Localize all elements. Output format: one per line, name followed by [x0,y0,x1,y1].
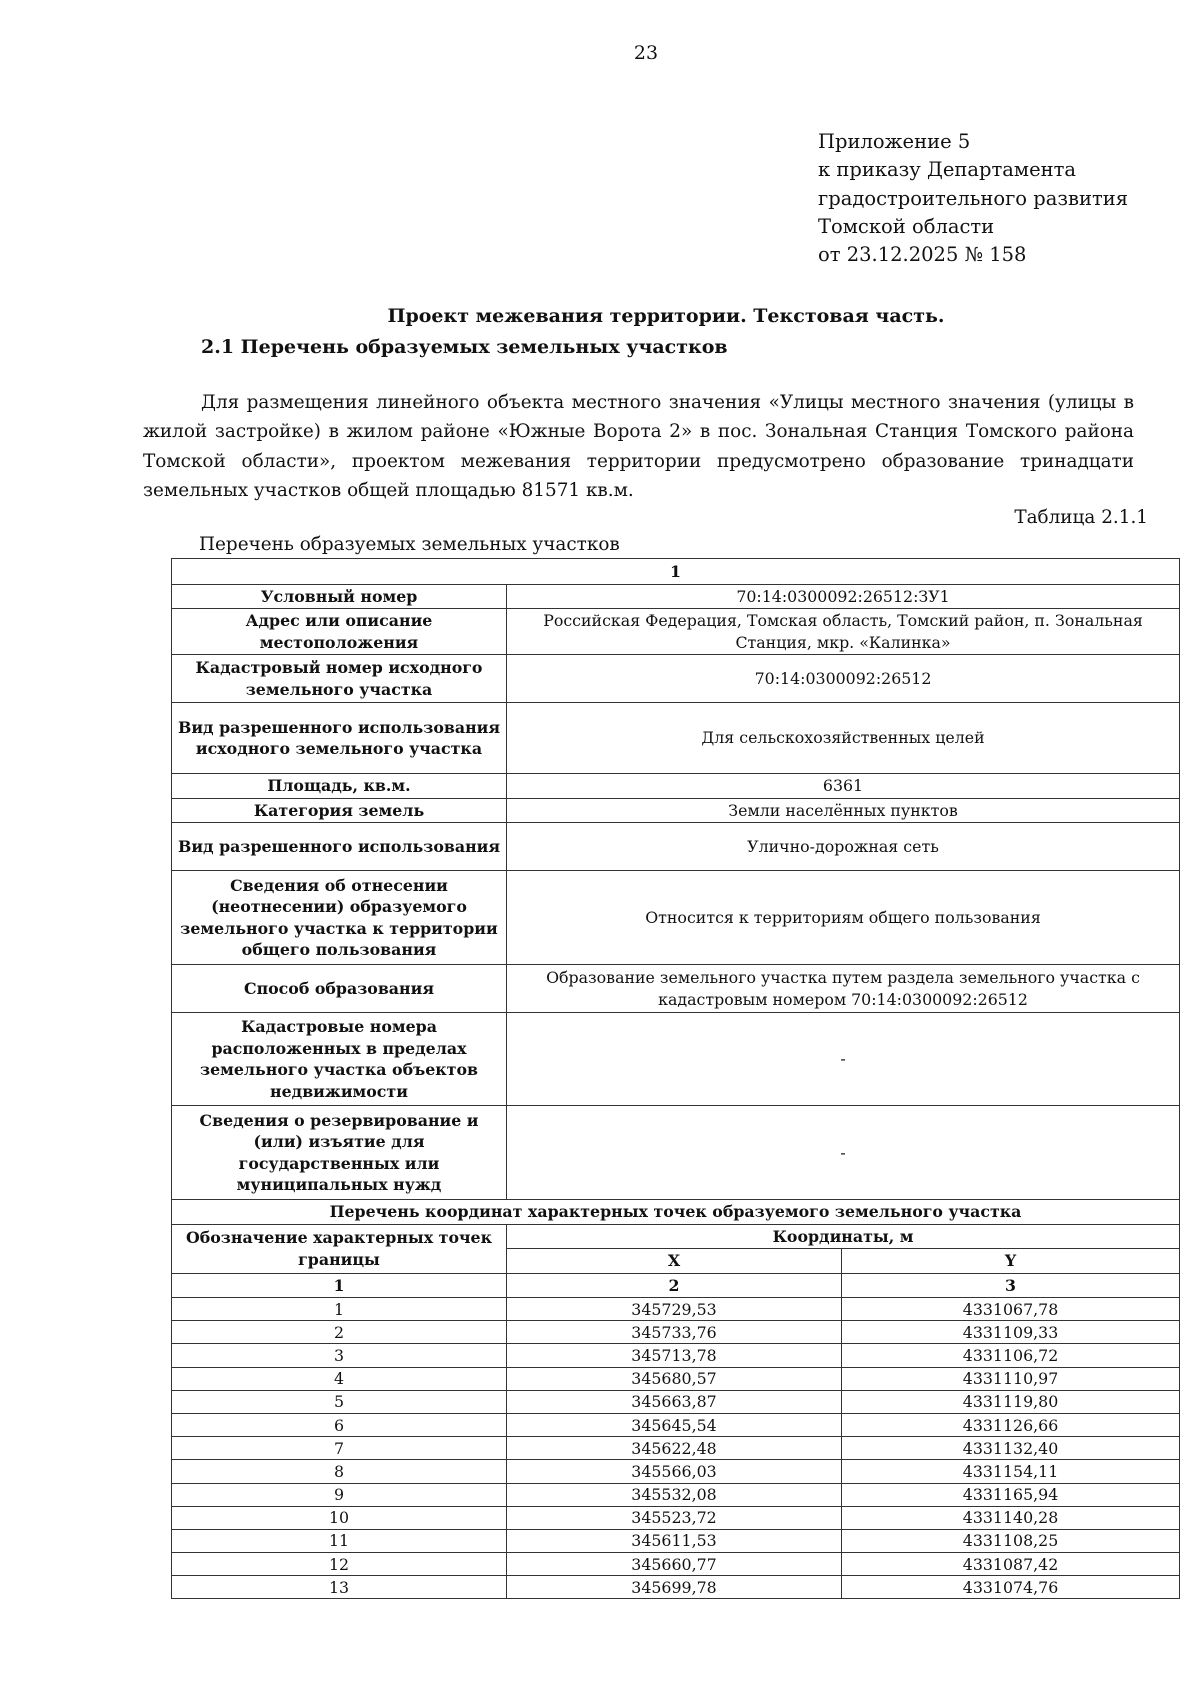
row-label: Вид разрешенного использования исходного земельного участка [172,703,507,774]
point-y: 4331165,94 [842,1483,1180,1506]
point-y: 4331119,80 [842,1390,1180,1413]
coords-header-row [172,1225,1180,1249]
point-id: 12 [172,1553,507,1576]
point-x: 345566,03 [507,1460,842,1483]
row-value: Улично-дорожная сеть [507,823,1180,871]
point-y: 4331140,28 [842,1506,1180,1529]
coords-header: Координаты, м [507,1225,1180,1249]
point-row [172,1367,1180,1390]
row-label: Условный номер [172,585,507,609]
table-row [172,609,1180,655]
page-number: 23 [633,42,659,64]
table-row [172,1013,1180,1106]
col-number: 3 [842,1274,1180,1298]
point-id: 1 [172,1298,507,1321]
table-caption: Перечень образуемых земельных участков [199,534,620,555]
point-row [172,1553,1180,1576]
row-label: Кадастровый номер исходного земельного участка [172,655,507,703]
land-plots-table [171,558,1180,1599]
point-id: 3 [172,1344,507,1367]
table-number: Таблица 2.1.1 [1014,507,1148,528]
section-heading: 2.1 Перечень образуемых земельных участков [201,336,728,358]
table-row [172,1106,1180,1200]
point-row [172,1344,1180,1367]
point-row [172,1321,1180,1344]
point-y: 4331154,11 [842,1460,1180,1483]
body-paragraph: Для размещения линейного объекта местного значения «Улицы местного значения (улицы в жилой застройке) в жилом районе «Южные Ворота 2» в пос. Зональная Станция Томского района Томской области», проектом межевания территории предусмотрено образование тринадцати земельных участков общей площадью 81571 кв.м. [143,392,1134,501]
point-x: 345699,78 [507,1576,842,1599]
point-x: 345713,78 [507,1344,842,1367]
point-x: 345611,53 [507,1529,842,1552]
table-row [172,655,1180,703]
point-y: 4331106,72 [842,1344,1180,1367]
point-id: 6 [172,1413,507,1436]
appendix-line: Томской области [818,214,995,238]
coords-title: Перечень координат характерных точек образуемого земельного участка [172,1200,1180,1225]
table-header: 1 [172,559,1180,585]
point-y: 4331109,33 [842,1321,1180,1344]
table-row [172,965,1180,1013]
row-value: Земли населённых пунктов [507,799,1180,823]
appendix-line: Приложение 5 [818,130,971,153]
point-header: Обозначение характерных точек границы [172,1225,507,1274]
appendix-line: к приказу Департамента [818,158,1077,182]
point-x: 345532,08 [507,1483,842,1506]
row-label: Категория земель [172,799,507,823]
point-id: 4 [172,1367,507,1390]
point-x: 345523,72 [507,1506,842,1529]
point-y: 4331108,25 [842,1529,1180,1552]
point-id: 13 [172,1576,507,1599]
table-row [172,871,1180,965]
point-x: 345645,54 [507,1413,842,1436]
point-id: 11 [172,1529,507,1552]
x-header: X [507,1249,842,1274]
appendix-line: градостроительного развития [818,186,1129,210]
coords-title-row [172,1200,1180,1225]
point-id: 10 [172,1506,507,1529]
col-numbers-row [172,1274,1180,1298]
col-number: 1 [172,1274,507,1298]
point-row [172,1460,1180,1483]
point-x: 345622,48 [507,1437,842,1460]
point-id: 2 [172,1321,507,1344]
table-row [172,585,1180,609]
point-row [172,1576,1180,1599]
point-row [172,1413,1180,1436]
appendix-header [818,128,1128,269]
point-y: 4331110,97 [842,1367,1180,1390]
point-row [172,1529,1180,1552]
row-value: Относится к территориям общего пользования [507,871,1180,965]
point-x: 345680,57 [507,1367,842,1390]
point-row [172,1506,1180,1529]
point-row [172,1437,1180,1460]
point-x: 345733,76 [507,1321,842,1344]
point-y: 4331074,76 [842,1576,1180,1599]
point-x: 345660,77 [507,1553,842,1576]
point-x: 345729,53 [507,1298,842,1321]
row-value: Образование земельного участка путем раздела земельного участка с кадастровым номером 70:14:0300092:26512 [507,965,1180,1013]
row-label: Сведения об отнесении (неотнесении) образуемого земельного участка к территории общего пользования [172,871,507,965]
y-header: Y [842,1249,1180,1274]
row-label: Способ образования [172,965,507,1013]
row-label: Вид разрешенного использования [172,823,507,871]
point-row [172,1298,1180,1321]
point-y: 4331132,40 [842,1437,1180,1460]
point-id: 8 [172,1460,507,1483]
table-row [172,823,1180,871]
row-label: Сведения о резервирование и (или) изъятие для государственных или муниципальных нужд [172,1106,507,1200]
row-value: 70:14:0300092:26512 [507,655,1180,703]
row-value: Российская Федерация, Томская область, Томский район, п. Зональная Станция, мкр. «Калинка» [507,609,1180,655]
table-row [172,799,1180,823]
point-y: 4331087,42 [842,1553,1180,1576]
row-value: Для сельскохозяйственных целей [507,703,1180,774]
appendix-line: от 23.12.2025 № 158 [818,243,1027,267]
point-id: 7 [172,1437,507,1460]
row-value: - [507,1106,1180,1200]
row-value: 70:14:0300092:26512:ЗУ1 [507,585,1180,609]
col-number: 2 [507,1274,842,1298]
point-y: 4331067,78 [842,1298,1180,1321]
document-title: Проект межевания территории. Текстовая часть. [387,305,945,327]
table-row [172,703,1180,774]
table-row [172,774,1180,799]
row-value: 6361 [507,774,1180,799]
point-x: 345663,87 [507,1390,842,1413]
point-row [172,1483,1180,1506]
row-label: Кадастровые номера расположенных в пределах земельного участка объектов недвижимости [172,1013,507,1106]
point-y: 4331126,66 [842,1413,1180,1436]
row-label: Площадь, кв.м. [172,774,507,799]
point-row [172,1390,1180,1413]
point-id: 9 [172,1483,507,1506]
point-id: 5 [172,1390,507,1413]
row-label: Адрес или описание местоположения [172,609,507,655]
row-value: - [507,1013,1180,1106]
